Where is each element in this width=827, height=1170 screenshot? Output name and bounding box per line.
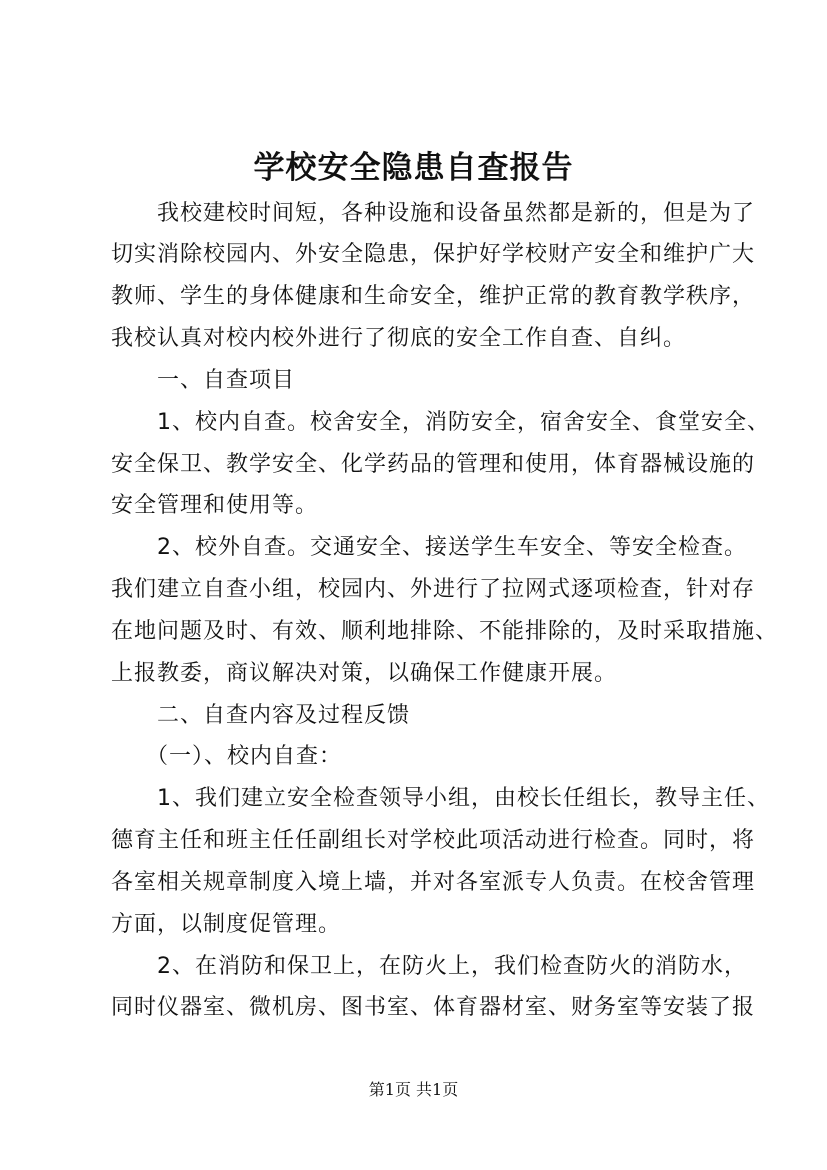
body-line: 上报教委，商议解决对策，以确保工作健康开展。: [111, 661, 618, 686]
body-line: 切实消除校园内、外安全隐患，保护好学校财产安全和维护广大: [111, 242, 756, 267]
page-footer: 第1页 共1页: [368, 1080, 459, 1099]
body-line: 教师、学生的身体健康和生命安全，维护正常的教育教学秩序，: [111, 284, 756, 309]
body-line: 安全保卫、教学安全、化学药品的管理和使用，体育器械设施的: [111, 452, 756, 477]
body-line: 在地问题及时、有效、顺利地排除、不能排除的，及时采取措施、: [111, 619, 779, 644]
body-line: 我校认真对校内校外进行了彻底的安全工作自查、自纠。: [111, 326, 687, 351]
section-heading: 一、自查项目: [111, 368, 296, 393]
body-line: 同时仪器室、微机房、图书室、体育器材室、财务室等安装了报: [111, 995, 756, 1020]
section-heading: 二、自查内容及过程反馈: [111, 703, 411, 728]
body-line: 德育主任和班主任任副组长对学校此项活动进行检查。同时，将: [111, 828, 756, 853]
body-line: 各室相关规章制度入境上墙，并对各室派专人负责。在校舍管理: [111, 870, 756, 895]
body-line: 2、在消防和保卫上，在防火上，我们检查防火的消防水，: [111, 954, 747, 979]
body-line: 1、我们建立安全检查领导小组，由校长任组长，教导主任、: [111, 786, 770, 811]
body-line: 安全管理和使用等。: [111, 493, 319, 518]
document-title: 学校安全隐患自查报告: [253, 150, 574, 186]
body-line: 方面，以制度促管理。: [111, 912, 342, 937]
body-line: 2、校外自查。交通安全、接送学生车安全、等安全检查。: [111, 535, 747, 560]
body-line: 我校建校时间短，各种设施和设备虽然都是新的，但是为了: [111, 201, 756, 226]
body-line: 我们建立自查小组，校园内、外进行了拉网式逐项检查，针对存: [111, 577, 756, 602]
subsection-heading: （一）、校内自查：: [111, 744, 343, 769]
body-line: 1、校内自查。校舍安全，消防安全，宿舍安全、食堂安全、: [111, 410, 770, 435]
